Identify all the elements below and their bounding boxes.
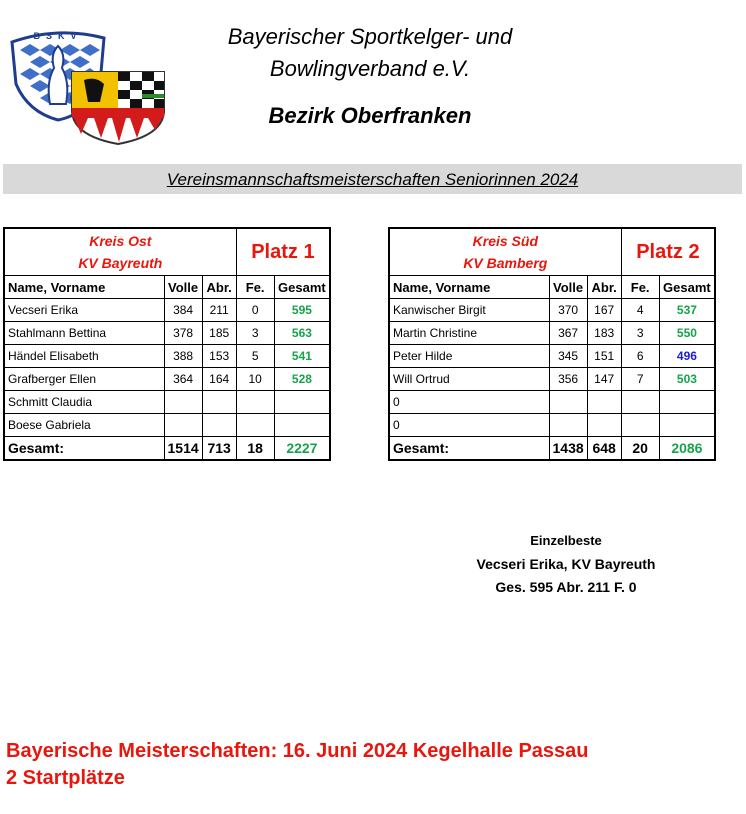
kreis-label: Kreis Süd	[472, 233, 538, 249]
player-volle: 367	[549, 322, 587, 345]
col-header-gesamt: Gesamt	[659, 276, 715, 299]
player-row	[389, 391, 715, 414]
player-volle: 345	[549, 345, 587, 368]
player-abr: 167	[587, 299, 621, 322]
player-abr: 211	[202, 299, 236, 322]
player-gesamt	[274, 414, 330, 437]
player-name: 0	[389, 414, 549, 437]
player-fe	[621, 391, 659, 414]
player-abr: 164	[202, 368, 236, 391]
team-caption	[4, 228, 236, 276]
bskv-logo	[8, 24, 168, 146]
player-row	[4, 368, 330, 391]
team-table-ost	[3, 227, 331, 461]
total-gesamt: 2227	[274, 437, 330, 461]
place-label: Platz 2	[621, 228, 715, 276]
player-name: Martin Christine	[389, 322, 549, 345]
total-label: Gesamt:	[389, 437, 549, 461]
logo-lettering: BSKV	[33, 31, 83, 41]
player-gesamt: 528	[274, 368, 330, 391]
player-volle: 378	[164, 322, 202, 345]
player-row	[389, 345, 715, 368]
player-abr	[587, 414, 621, 437]
club-label: KV Bamberg	[463, 255, 548, 271]
player-fe	[236, 391, 274, 414]
player-name: Will Ortrud	[389, 368, 549, 391]
col-header-gesamt: Gesamt	[274, 276, 330, 299]
col-header-volle: Volle	[549, 276, 587, 299]
player-name: Peter Hilde	[389, 345, 549, 368]
player-abr	[587, 391, 621, 414]
total-fe: 20	[621, 437, 659, 461]
column-header-row	[389, 276, 715, 299]
total-gesamt: 2086	[659, 437, 715, 461]
total-label: Gesamt:	[4, 437, 164, 461]
player-gesamt: 550	[659, 322, 715, 345]
player-gesamt: 541	[274, 345, 330, 368]
player-gesamt	[659, 391, 715, 414]
championship-title: Vereinsmannschaftsmeisterschaften Seniorinnen 2024	[166, 170, 579, 189]
footer-championship-info: Bayerische Meisterschaften: 16. Juni 2024 Kegelhalle Passau	[6, 740, 589, 762]
player-gesamt: 496	[659, 345, 715, 368]
federation-name-line1: Bayerischer Sportkelger- und	[227, 24, 513, 49]
total-row	[389, 437, 715, 461]
col-header-volle: Volle	[164, 276, 202, 299]
player-name: Boese Gabriela	[4, 414, 164, 437]
district-title: Bezirk Oberfranken	[268, 103, 472, 128]
column-header-row	[4, 276, 330, 299]
player-fe: 3	[236, 322, 274, 345]
total-volle: 1438	[549, 437, 587, 461]
player-fe: 5	[236, 345, 274, 368]
player-abr: 185	[202, 322, 236, 345]
championship-banner	[3, 164, 742, 194]
player-volle	[164, 391, 202, 414]
player-fe	[621, 414, 659, 437]
col-header-name: Name, Vorname	[389, 276, 549, 299]
col-header-abr: Abr.	[587, 276, 621, 299]
player-fe: 0	[236, 299, 274, 322]
player-row	[4, 299, 330, 322]
einzelbeste-name: Vecseri Erika, KV Bayreuth	[476, 556, 656, 572]
player-gesamt: 537	[659, 299, 715, 322]
player-row	[389, 299, 715, 322]
player-gesamt: 563	[274, 322, 330, 345]
player-fe: 3	[621, 322, 659, 345]
player-name: Vecseri Erika	[4, 299, 164, 322]
player-gesamt: 595	[274, 299, 330, 322]
player-name: 0	[389, 391, 549, 414]
place-label: Platz 1	[236, 228, 330, 276]
player-volle: 370	[549, 299, 587, 322]
player-abr: 147	[587, 368, 621, 391]
col-header-abr: Abr.	[202, 276, 236, 299]
player-row	[4, 345, 330, 368]
federation-name-line2: Bowlingverband e.V.	[269, 56, 471, 81]
player-volle	[549, 391, 587, 414]
einzelbeste-result: Ges. 595 Abr. 211 F. 0	[495, 579, 637, 595]
player-gesamt: 503	[659, 368, 715, 391]
team-caption	[389, 228, 621, 276]
player-volle	[549, 414, 587, 437]
player-gesamt	[659, 414, 715, 437]
player-row	[389, 322, 715, 345]
player-fe: 7	[621, 368, 659, 391]
player-volle: 356	[549, 368, 587, 391]
total-abr: 648	[587, 437, 621, 461]
player-fe: 6	[621, 345, 659, 368]
player-volle: 384	[164, 299, 202, 322]
player-volle: 364	[164, 368, 202, 391]
player-name: Schmitt Claudia	[4, 391, 164, 414]
oberfranken-shield-icon	[72, 72, 164, 144]
player-fe	[236, 414, 274, 437]
player-name: Händel Elisabeth	[4, 345, 164, 368]
player-name: Kanwischer Birgit	[389, 299, 549, 322]
player-row	[389, 368, 715, 391]
player-abr: 153	[202, 345, 236, 368]
player-row	[4, 414, 330, 437]
player-abr	[202, 391, 236, 414]
footer-start-places: 2 Startplätze	[6, 767, 125, 789]
total-volle: 1514	[164, 437, 202, 461]
team-table-sued	[388, 227, 716, 461]
player-name: Grafberger Ellen	[4, 368, 164, 391]
player-abr: 183	[587, 322, 621, 345]
col-header-fe: Fe.	[621, 276, 659, 299]
kreis-label: Kreis Ost	[89, 233, 152, 249]
player-row	[389, 414, 715, 437]
player-volle: 388	[164, 345, 202, 368]
player-row	[4, 322, 330, 345]
col-header-fe: Fe.	[236, 276, 274, 299]
total-row	[4, 437, 330, 461]
einzelbeste-title: Einzelbeste	[530, 533, 602, 548]
total-abr: 713	[202, 437, 236, 461]
col-header-name: Name, Vorname	[4, 276, 164, 299]
player-fe: 4	[621, 299, 659, 322]
player-volle	[164, 414, 202, 437]
total-fe: 18	[236, 437, 274, 461]
player-gesamt	[274, 391, 330, 414]
player-fe: 10	[236, 368, 274, 391]
player-abr: 151	[587, 345, 621, 368]
player-abr	[202, 414, 236, 437]
club-label: KV Bayreuth	[78, 255, 163, 271]
player-row	[4, 391, 330, 414]
player-name: Stahlmann Bettina	[4, 322, 164, 345]
